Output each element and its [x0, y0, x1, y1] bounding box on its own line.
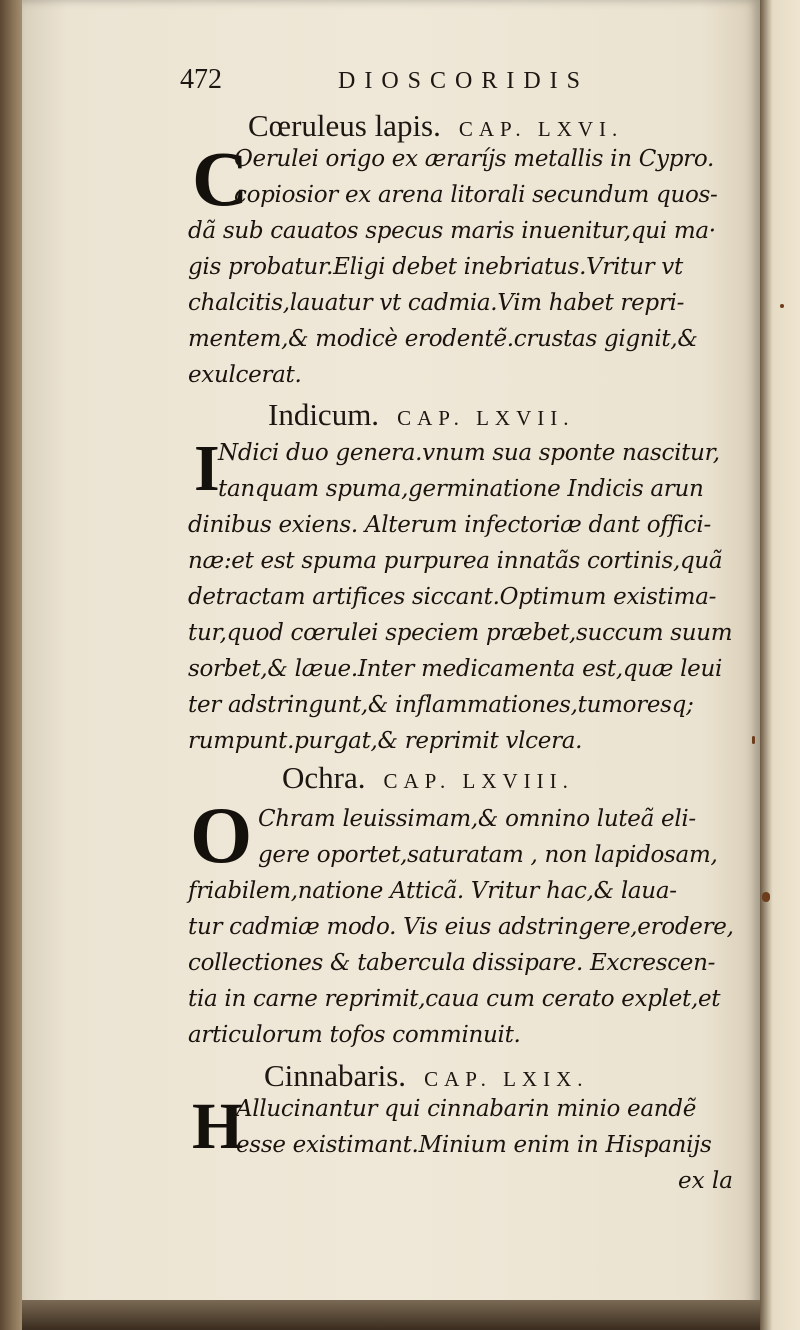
text-line: mentem,& modicè erodentẽ.crustas gignit,&	[188, 326, 698, 352]
text-line: tur cadmiæ modo. Vis eius adstringere,erodere,	[188, 914, 734, 940]
text-line: esse existimant.Minium enim in Hispanijs	[236, 1132, 712, 1158]
text-line: copiosior ex arena litorali secundum quos-	[234, 182, 718, 208]
facing-page-edge	[758, 0, 800, 1330]
text-line: sorbet,& læue.Inter medicamenta est,quæ leui	[188, 656, 723, 682]
chapter-name: Indicum.	[268, 397, 380, 432]
text-line: rumpunt.purgat,& reprimit vlcera.	[188, 728, 583, 754]
chapter-heading	[268, 397, 574, 433]
ink-speck	[762, 892, 770, 902]
drop-cap: C	[192, 135, 249, 222]
page-number: 472	[180, 64, 222, 95]
text-line: friabilem,natione Atticã. Vritur hac,& laua-	[188, 878, 677, 904]
chapter-name: Ochra.	[282, 760, 366, 795]
text-line: Chram leuissimam,& omnino luteã eli-	[258, 806, 696, 832]
drop-cap: I	[194, 432, 220, 505]
text-line: dã sub cauatos specus maris inuenitur,qui ma·	[188, 218, 716, 244]
ink-speck	[752, 736, 755, 744]
chapter-number: CAP. LXIX.	[424, 1067, 589, 1091]
binding-edge	[0, 0, 22, 1330]
text-line: Allucinantur qui cinnabarin minio eandẽ	[236, 1096, 697, 1122]
catchword: ex la	[678, 1168, 733, 1194]
chapter-name: Cinnabaris.	[264, 1058, 407, 1093]
text-line: tanquam spuma,germinatione Indicis arun	[218, 476, 704, 502]
text-line: Oerulei origo ex æraríjs metallis in Cypro.	[234, 146, 715, 172]
ink-speck	[780, 304, 784, 308]
chapter-number: CAP. LXVII.	[397, 406, 575, 430]
text-line: Ndici duo genera.vnum sua sponte nascitur,	[218, 440, 720, 466]
page-bottom-edge	[22, 1300, 760, 1330]
running-title: DIOSCORIDIS	[338, 68, 590, 94]
text-line: ter adstringunt,& inflammationes,tumoresq;	[188, 692, 694, 718]
chapter-number: CAP. LXVIII.	[383, 769, 574, 793]
drop-cap: H	[192, 1090, 244, 1163]
text-line: dinibus exiens. Alterum infectoriæ dant offici-	[188, 512, 711, 538]
text-line: exulcerat.	[188, 362, 302, 388]
text-line: gere oportet,saturatam , non lapidosam,	[258, 842, 718, 868]
drop-cap: O	[190, 792, 253, 880]
text-line: articulorum tofos comminuit.	[188, 1022, 521, 1048]
chapter-number: CAP. LXVI.	[458, 117, 624, 141]
chapter-heading	[282, 760, 574, 796]
chapter-heading	[248, 108, 623, 144]
text-line: detractam artifices siccant.Optimum existima-	[188, 584, 717, 610]
chapter-heading	[264, 1058, 589, 1094]
text-line: tia in carne reprimit,caua cum cerato explet,et	[188, 986, 721, 1012]
text-line: chalcitis,lauatur vt cadmia.Vim habet repri-	[188, 290, 685, 316]
chapter-name: Cœruleus lapis.	[248, 108, 441, 143]
running-head	[180, 62, 610, 102]
text-line: næ:et est spuma purpurea innatãs cortinis,quã	[188, 548, 723, 574]
text-line: gis probatur.Eligi debet inebriatus.Vritur vt	[188, 254, 683, 280]
text-line: collectiones & tabercula dissipare. Excrescen-	[188, 950, 716, 976]
text-line: tur,quod cœrulei speciem præbet,succum suum	[188, 620, 733, 646]
